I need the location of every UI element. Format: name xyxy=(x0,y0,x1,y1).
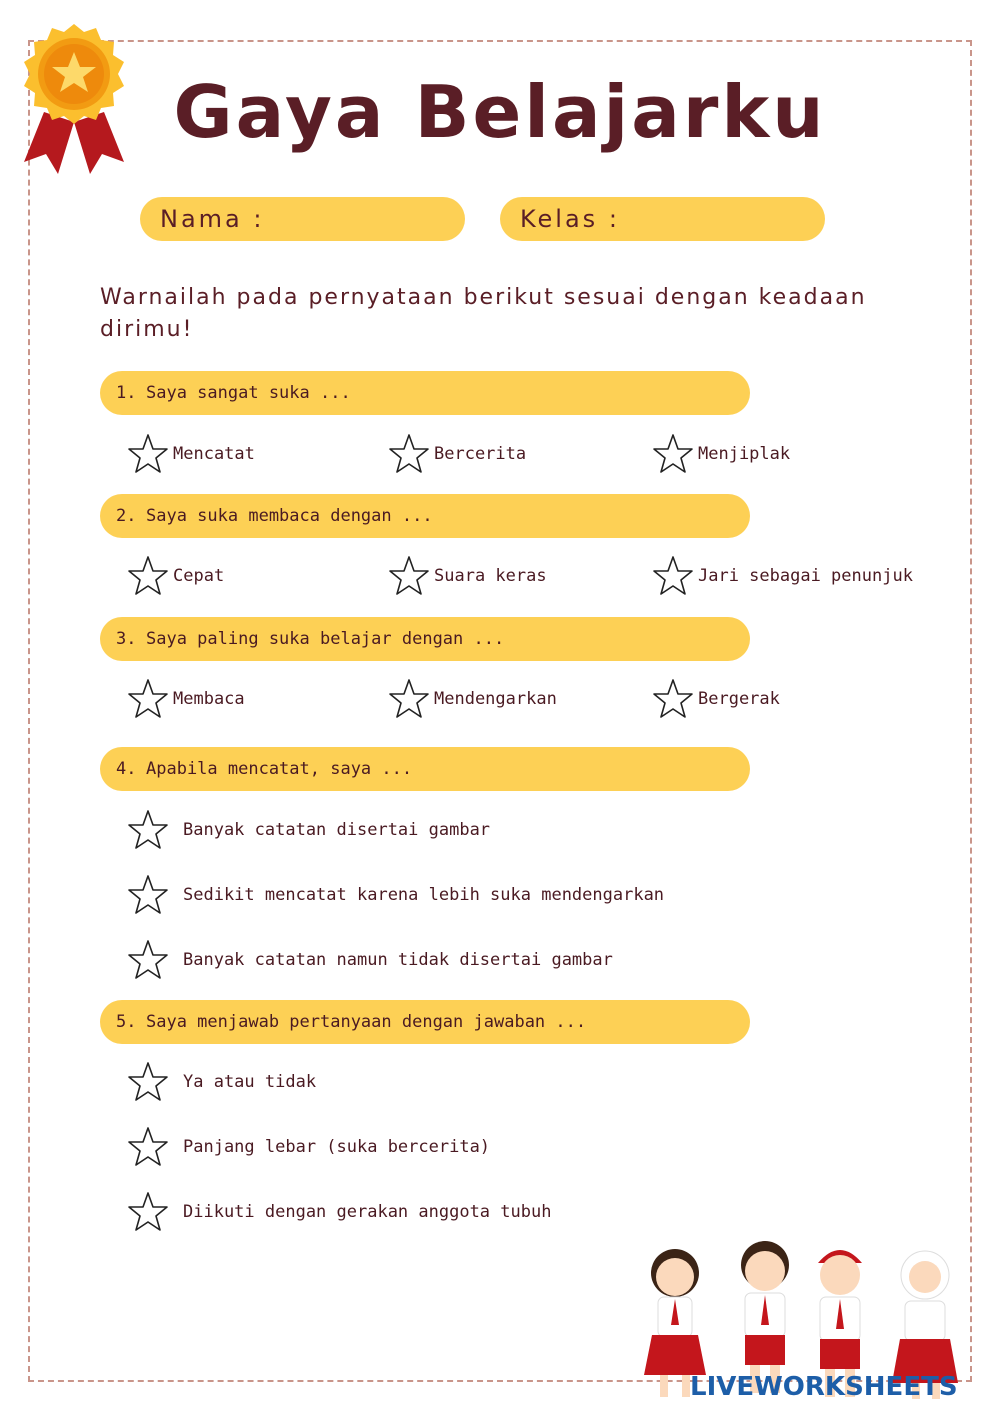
nama-field[interactable] xyxy=(140,197,465,241)
option-panjang-lebar[interactable] xyxy=(127,1126,490,1168)
question-number: 2. xyxy=(116,506,137,526)
star-icon[interactable] xyxy=(127,939,169,981)
option-label: Membaca xyxy=(173,689,245,709)
question-number: 4. xyxy=(116,759,137,779)
option-bercerita[interactable] xyxy=(388,433,526,475)
option-label: Mencatat xyxy=(173,444,255,464)
page-title: Gaya Belajarku xyxy=(173,70,827,154)
question-text: Saya suka membaca dengan ... xyxy=(146,506,433,526)
option-catatan-tanpa-gambar[interactable] xyxy=(127,939,613,981)
star-icon[interactable] xyxy=(127,555,169,597)
question-number: 3. xyxy=(116,629,137,649)
nama-label: Nama : xyxy=(160,205,265,233)
star-icon[interactable] xyxy=(388,678,430,720)
star-icon[interactable] xyxy=(652,433,694,475)
star-icon[interactable] xyxy=(388,555,430,597)
option-ya-tidak[interactable] xyxy=(127,1061,316,1103)
question-5 xyxy=(100,1000,750,1044)
star-icon[interactable] xyxy=(652,555,694,597)
question-4 xyxy=(100,747,750,791)
star-icon[interactable] xyxy=(127,1126,169,1168)
star-icon[interactable] xyxy=(127,433,169,475)
option-mendengarkan[interactable] xyxy=(388,678,557,720)
star-icon[interactable] xyxy=(127,1191,169,1233)
option-sedikit-mencatat[interactable] xyxy=(127,874,664,916)
option-catatan-gambar[interactable] xyxy=(127,809,490,851)
question-number: 5. xyxy=(116,1012,137,1032)
option-label: Banyak catatan namun tidak disertai gambar xyxy=(183,950,613,970)
option-label: Bergerak xyxy=(698,689,780,709)
option-jari-penunjuk[interactable] xyxy=(652,555,913,597)
option-label: Cepat xyxy=(173,566,225,586)
option-suara-keras[interactable] xyxy=(388,555,547,597)
option-label: Sedikit mencatat karena lebih suka mendengarkan xyxy=(183,885,665,905)
question-text: Apabila mencatat, saya ... xyxy=(146,759,413,779)
option-label: Jari sebagai penunjuk xyxy=(698,566,913,586)
question-1 xyxy=(100,371,750,415)
kelas-label: Kelas : xyxy=(520,205,620,233)
option-mencatat[interactable] xyxy=(127,433,255,475)
question-3 xyxy=(100,617,750,661)
option-menjiplak[interactable] xyxy=(652,433,790,475)
question-text: Saya sangat suka ... xyxy=(146,383,351,403)
question-text: Saya paling suka belajar dengan ... xyxy=(146,629,505,649)
instruction-text: Warnailah pada pernyataan berikut sesuai dengan keadaan dirimu! xyxy=(100,285,867,342)
watermark-logo: LIVEWORKSHEETS xyxy=(690,1372,958,1402)
option-label: Bercerita xyxy=(434,444,527,464)
star-icon[interactable] xyxy=(652,678,694,720)
option-bergerak[interactable] xyxy=(652,678,780,720)
option-label: Panjang lebar (suka bercerita) xyxy=(183,1137,491,1157)
option-label: Mendengarkan xyxy=(434,689,557,709)
kelas-field[interactable] xyxy=(500,197,825,241)
option-membaca[interactable] xyxy=(127,678,245,720)
option-label: Suara keras xyxy=(434,566,547,586)
star-icon[interactable] xyxy=(127,678,169,720)
option-cepat[interactable] xyxy=(127,555,224,597)
question-text: Saya menjawab pertanyaan dengan jawaban ... xyxy=(146,1012,587,1032)
star-icon[interactable] xyxy=(127,1061,169,1103)
option-label: Diikuti dengan gerakan anggota tubuh xyxy=(183,1202,552,1222)
option-label: Menjiplak xyxy=(698,444,791,464)
star-icon[interactable] xyxy=(127,874,169,916)
option-label: Banyak catatan disertai gambar xyxy=(183,820,491,840)
question-2 xyxy=(100,494,750,538)
star-icon[interactable] xyxy=(388,433,430,475)
option-gerakan-tubuh[interactable] xyxy=(127,1191,551,1233)
question-number: 1. xyxy=(116,383,137,403)
option-label: Ya atau tidak xyxy=(183,1072,317,1092)
star-icon[interactable] xyxy=(127,809,169,851)
